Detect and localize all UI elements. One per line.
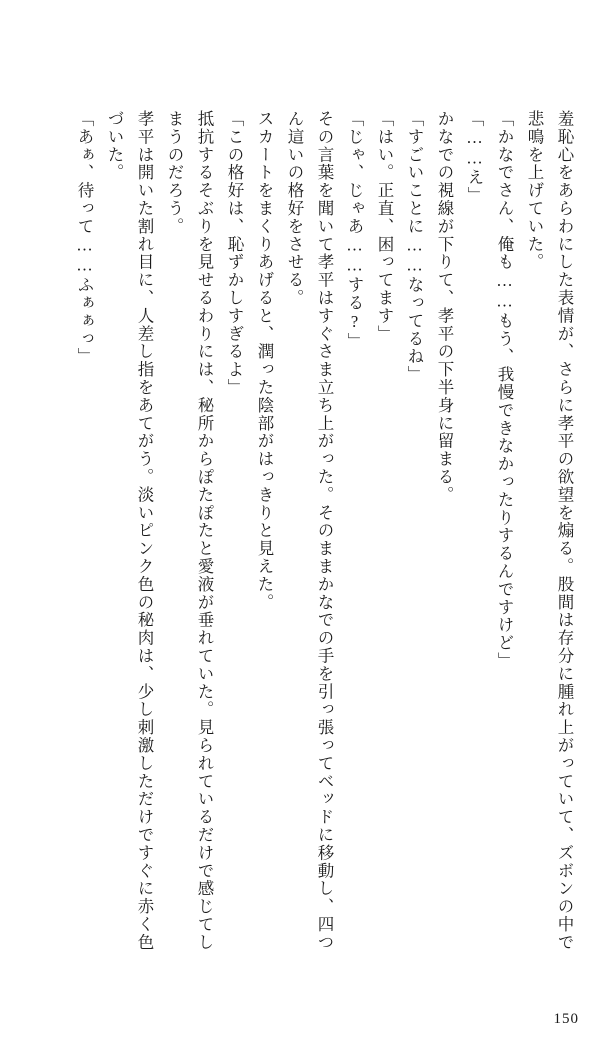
paragraph: 「はい。正直、困ってます」: [375, 110, 394, 343]
paragraph: 「……え」: [465, 110, 484, 205]
body-text: [59, 110, 579, 960]
paragraph: 羞恥心をあらわにした表情が、さらに孝平の欲望を煽る。股間は存分に腫れ上がっていて、ズボンの中で悲鳴を上げていた。: [525, 110, 574, 952]
paragraph: 「あぁ、待って……ふぁぁっ」: [75, 110, 94, 366]
paragraph: その言葉を聞いて孝平はすぐさま立ち上がった。そのままかなでの手を引っ張ってベッドに移動し、四つん這いの格好をさせる。: [285, 110, 334, 952]
paragraph: 「この格好は、恥ずかしすぎるよ」: [225, 110, 244, 397]
paragraph: スカートをまくりあげると、潤った陰部がはっきりと見えた。: [255, 110, 274, 612]
paragraph: 「かなでさん、俺も……もう、我慢できなかったりするんですけど」: [495, 110, 514, 670]
paragraph: 「じゃ、じゃあ……する?」: [345, 110, 364, 351]
paragraph: 孝平は開いた割れ目に、人差し指をあてがう。淡いピンク色の秘肉は、少し刺激しただけですぐに赤く色づいた。: [105, 110, 154, 952]
paragraph: 抵抗するそぶりを見せるわりには、秘所からぽたぽたと愛液が垂れていた。見られているだけで感じてしまうのだろう。: [165, 110, 214, 952]
paragraph: 「すごいことに……なってるね」: [405, 110, 424, 384]
paragraph: かなでの視線が下りて、孝平の下半身に留まる。: [435, 110, 454, 504]
page-number: 150: [553, 1011, 579, 1027]
